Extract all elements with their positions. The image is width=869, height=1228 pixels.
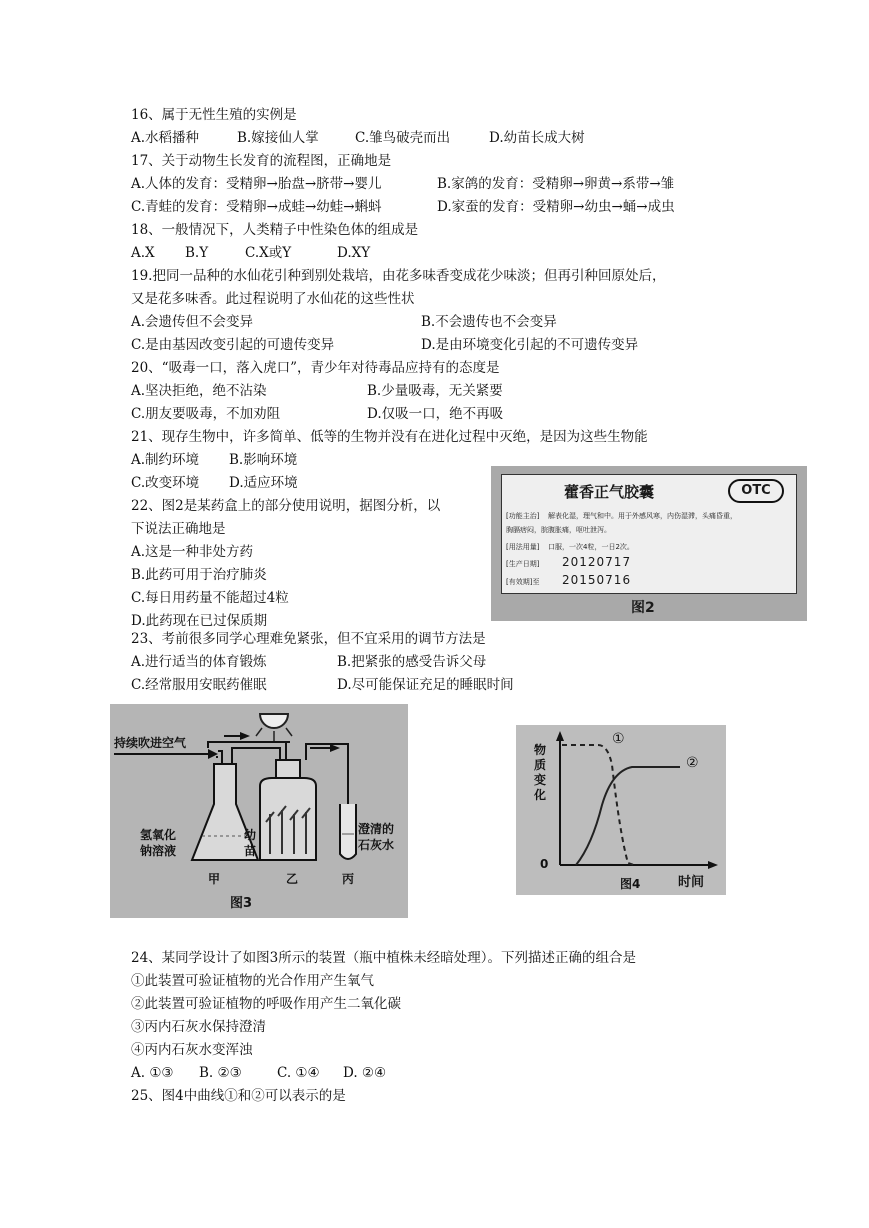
bottle-yi [260,760,316,860]
otc-badge: OTC [728,479,784,503]
sun-icon [256,714,292,741]
q16-option-c: C.雏鸟破壳而出 [355,130,451,146]
q18-option-b: B.Y [185,245,209,261]
label-bing: 丙 [342,872,355,886]
q22-option-d: D.此药现在已过保质期 [131,613,268,629]
x-axis-arrow [708,861,718,869]
q19-option-b: B.不会遗传也不会变异 [421,314,557,330]
flow-arrow-2 [330,744,340,752]
medicine-title: 藿香正气胶囊 [564,483,655,501]
func-label: [功能主治] [506,512,540,520]
q18-option-d: D.XY [337,245,371,261]
q21-option-c: C.改变环境 [131,475,200,491]
q16-stem: 16、属于无性生殖的实例是 [131,107,297,123]
q18-option-c: C.X或Y [245,245,292,261]
figure-4-curves [516,725,726,895]
q16-option-d: D.幼苗长成大树 [489,130,585,146]
q24-stem: 24、某同学设计了如图3所示的装置（瓶中植株未经暗处理）。下列描述正确的组合是 [131,950,637,966]
q20-stem: 20、“吸毒一口，落入虎口”，青少年对待毒品应持有的态度是 [131,360,500,376]
q18-option-a: A.X [131,245,155,261]
x-axis-label: 时间 [678,875,705,890]
origin-label: 0 [540,857,549,871]
label-yi: 乙 [286,872,299,886]
q23-option-a: A.进行适当的体育锻炼 [131,654,267,670]
q21-option-d: D.适应环境 [229,475,298,491]
q22-option-a: A.这是一种非处方药 [131,544,254,560]
figure-4-caption: 图4 [620,877,641,891]
q18-stem: 18、一般情况下，人类精子中性染色体的组成是 [131,222,419,238]
q23-option-c: C.经常服用安眠药催眠 [131,677,267,693]
func-text-2: 胸膈痞闷，脘腹胀痛，呕吐泄泻。 [506,526,611,534]
q16-option-b: B.嫁接仙人掌 [237,130,319,146]
q16-option-a: A.水稻播种 [131,130,200,146]
seedling-label-2: 苗 [244,844,257,858]
q21-option-b: B.影响环境 [229,452,298,468]
q22-option-b: B.此药可用于治疗肺炎 [131,567,267,583]
q23-stem: 23、考前很多同学心理难免紧张，但不宜采用的调节方法是 [131,631,486,647]
q24-option-a: A. ①③ [131,1065,174,1081]
label-card [501,474,797,594]
q24-item-1: ①此装置可验证植物的光合作用产生氧气 [131,973,374,989]
naoh-label-2: 钠溶液 [140,844,177,858]
curve-1-label: ① [612,731,625,747]
flow-arrow-1 [240,732,250,740]
label-jia: 甲 [208,872,221,886]
production-date: 20120717 [562,555,632,569]
seedling-label-1: 幼 [244,828,257,842]
production-date-label: [生产日期] [506,560,540,568]
y-axis-label: 物质变化 [534,743,547,802]
q20-option-b: B.少量吸毒，无关紧要 [367,383,503,399]
q17-option-b: B.家鸽的发育：受精卵→卵黄→系带→雏 [437,176,675,192]
q24-item-4: ④丙内石灰水变浑浊 [131,1042,253,1058]
usage-text: 口服，一次4粒，一日2次。 [548,543,634,551]
q19-option-c: C.是由基因改变引起的可遗传变异 [131,337,335,353]
figure-2-medicine-label [491,466,807,621]
usage-label: [用法用量] [506,543,540,551]
q17-stem: 17、关于动物生长发育的流程图，正确地是 [131,153,392,169]
limewater-label-2: 石灰水 [358,838,395,852]
q22-stem-line1: 22、图2是某药盒上的部分使用说明，据图分析，以 [131,498,441,514]
figure-3-caption: 图3 [230,896,253,911]
q17-option-a: A.人体的发育：受精卵→胎盘→脐带→婴儿 [131,176,382,192]
curve-2 [576,767,680,865]
q19-stem-line2: 又是花多味香。此过程说明了水仙花的这些性状 [131,291,415,307]
q25-stem: 25、图4中曲线①和②可以表示的是 [131,1088,346,1104]
curve-1 [562,745,634,865]
q17-option-c: C.青蛙的发育：受精卵→成蛙→幼蛙→蝌蚪 [131,199,382,215]
q19-option-d: D.是由环境变化引起的不可遗传变异 [421,337,639,353]
limewater-label-1: 澄清的 [358,822,395,836]
func-text-1: 解表化湿，理气和中。用于外感风寒，内伤湿滞，头痛昏重， [548,512,737,520]
q20-option-a: A.坚决拒绝，绝不沾染 [131,383,267,399]
figure-2-caption: 图2 [631,600,655,616]
q23-option-b: B.把紧张的感受告诉父母 [337,654,487,670]
q22-stem-line2: 下说法正确地是 [131,521,226,537]
q22-option-c: C.每日用药量不能超过4粒 [131,590,289,606]
naoh-label-1: 氢氧化 [140,828,177,842]
q17-option-d: D.家蚕的发育：受精卵→幼虫→蛹→成虫 [437,199,675,215]
y-axis-arrow [556,731,564,741]
q24-option-d: D. ②④ [343,1065,387,1081]
q19-option-a: A.会遗传但不会变异 [131,314,254,330]
q20-option-c: C.朋友要吸毒，不加劝阻 [131,406,281,422]
q19-stem-line1: 19.把同一品种的水仙花引种到别处栽培，由花多味香变成花少味淡；但再引种回原处后， [131,268,666,284]
curve-2-label: ② [686,755,699,771]
test-tube-bing [340,804,356,859]
figure-3-apparatus [110,704,408,918]
q20-option-d: D.仅吸一口，绝不再吸 [367,406,504,422]
q23-option-d: D.尽可能保证充足的睡眠时间 [337,677,514,693]
q24-option-b: B. ②③ [199,1065,242,1081]
q21-stem: 21、现存生物中，许多简单、低等的生物并没有在进化过程中灭绝，是因为这些生物能 [131,429,648,445]
q24-item-2: ②此装置可验证植物的呼吸作用产生二氧化碳 [131,996,401,1012]
air-inlet-label: 持续吹进空气 [114,736,187,750]
q21-option-a: A.制约环境 [131,452,200,468]
expiry-label: [有效期]至 [506,578,540,586]
q24-item-3: ③丙内石灰水保持澄清 [131,1019,266,1035]
expiry-date: 20150716 [562,573,632,587]
q24-option-c: C. ①④ [277,1065,320,1081]
